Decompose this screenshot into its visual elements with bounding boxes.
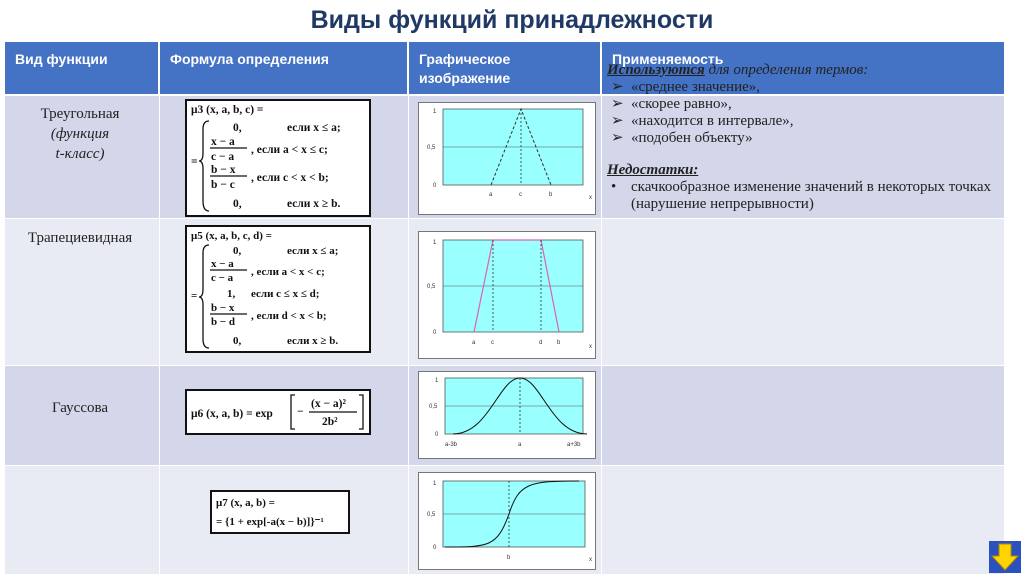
y-tick-label: 0: [433, 183, 437, 189]
list-item: [607, 113, 992, 130]
formula-lhs: μ6 (x, a, b) = exp: [191, 408, 273, 420]
fraction-numerator: x − a: [211, 258, 234, 270]
name-line: Треугольная: [40, 106, 120, 122]
x-tick-label: b: [557, 340, 561, 346]
page-title: Виды функций принадлежности: [310, 6, 714, 34]
list-item: [607, 179, 992, 213]
x-tick-label: b: [549, 192, 553, 198]
y-tick-label: 1: [435, 378, 439, 384]
formula-trapezoid: [185, 225, 371, 353]
arrow-bullet-icon: ➢: [611, 130, 624, 146]
list-item: [607, 96, 992, 113]
y-tick-label: 0: [435, 432, 439, 438]
y-tick-label: 1: [433, 481, 437, 487]
y-tick-label: 1: [433, 109, 437, 115]
formula-lhs: μ3 (x, a, b, c) =: [191, 104, 264, 116]
fraction-denominator: b − d: [211, 316, 236, 328]
case-condition: если x ≥ b.: [287, 335, 339, 347]
graph-sigmoid: [418, 472, 596, 570]
x-tick-label: a-3b: [445, 442, 458, 448]
case-condition: если c ≤ x ≤ d;: [251, 288, 320, 300]
header-formula: Формула определения: [160, 42, 408, 94]
y-tick-label: 0: [433, 330, 437, 336]
arrow-bullet-icon: ➢: [611, 79, 624, 95]
case-condition: , если a < x ≤ c;: [251, 144, 328, 156]
down-arrow-icon[interactable]: [989, 541, 1021, 573]
name-line: Гауссова: [51, 400, 109, 416]
y-tick-label: 1: [433, 240, 437, 246]
x-tick-label: d: [539, 340, 543, 346]
formula-sigmoid: [210, 490, 350, 534]
header-graph: Графическое изображение: [409, 42, 601, 94]
x-tick-label: a+3b: [567, 442, 581, 448]
graph-trapezoid: [418, 231, 596, 359]
case-condition: если x ≤ a;: [287, 122, 341, 134]
x-tick-label: b: [507, 555, 511, 561]
list-item: [607, 79, 992, 96]
cons-list: [607, 179, 992, 213]
bullet-dot-icon: •: [611, 179, 617, 195]
x-tick-label: c: [491, 340, 494, 346]
case-value: 0,: [233, 122, 242, 134]
case-condition: , если a < x < c;: [251, 266, 325, 278]
column-divider: [159, 96, 160, 574]
fraction-denominator: b − c: [211, 179, 235, 191]
fraction-numerator: (x − a)²: [311, 398, 346, 410]
y-tick-label: 0: [433, 545, 437, 551]
x-axis-label: x: [589, 344, 592, 350]
brace-shape: [199, 245, 209, 348]
arrow-bullet-icon: ➢: [611, 113, 624, 129]
x-tick-label: c: [519, 192, 522, 198]
fraction-numerator: b − x: [211, 164, 236, 176]
equals-sign: =: [191, 156, 198, 168]
case-condition: если x ≥ b.: [287, 198, 341, 210]
list-item-text: скачкообразное изменение значений в некоторых точках (нарушение непрерывности): [631, 179, 992, 212]
y-tick-label: 0,5: [427, 284, 436, 290]
case-value: 0,: [233, 335, 242, 347]
spacer: [607, 147, 992, 162]
fraction-denominator: c − a: [211, 272, 234, 284]
function-name-trapezoid: [5, 228, 155, 248]
fraction-denominator: c − a: [211, 151, 235, 163]
formula-lhs: μ5 (x, a, b, c, d) =: [191, 230, 272, 242]
column-divider: [408, 96, 409, 574]
x-axis-label: x: [589, 195, 592, 201]
uses-heading: [607, 62, 992, 79]
cons-heading-bold: Недостатки:: [607, 162, 699, 178]
uses-heading-bold: Используются: [607, 62, 705, 78]
x-tick-label: a: [489, 192, 493, 198]
header-applicability: Применяемость: [602, 42, 1004, 94]
formula-triangle: [185, 99, 371, 217]
fraction-numerator: x − a: [211, 136, 235, 148]
arrow-bullet-icon: ➢: [611, 96, 624, 112]
uses-list: [607, 79, 992, 147]
equals-sign: =: [191, 290, 198, 302]
list-item-text: «скорее равно»,: [631, 96, 732, 112]
case-value: 1,: [227, 288, 236, 300]
fraction-numerator: b − x: [211, 302, 235, 314]
case-condition: , если d < x < b;: [251, 310, 327, 322]
bracket-left: [291, 395, 295, 429]
formula-line: = {1 + exp[-a(x − b)]}⁻¹: [216, 516, 324, 528]
list-item-text: «среднее значение»,: [631, 79, 761, 95]
list-item-text: «подобен объекту»: [631, 130, 753, 146]
x-axis-label: x: [589, 557, 592, 563]
x-tick-label: a: [472, 340, 476, 346]
fraction-denominator: 2b²: [322, 416, 338, 428]
column-divider: [601, 96, 602, 574]
name-line: Трапециевидная: [27, 230, 133, 246]
case-value: 0,: [233, 198, 242, 210]
list-item: [607, 130, 992, 147]
graph-gauss: [418, 371, 596, 459]
y-tick-label: 0,5: [427, 145, 436, 151]
y-tick-label: 0,5: [427, 512, 436, 518]
header-function-type: Вид функции: [5, 42, 159, 94]
list-item-text: «находится в интервале»,: [631, 113, 794, 129]
case-value: 0,: [233, 245, 242, 257]
case-condition: , если c < x < b;: [251, 172, 329, 184]
function-name-gauss: [5, 398, 155, 418]
function-name-triangle: [5, 104, 155, 164]
minus-sign: −: [297, 406, 304, 418]
formula-gauss: [185, 389, 371, 435]
brace-shape: [199, 121, 209, 211]
case-condition: если x ≤ a;: [287, 245, 339, 257]
uses-heading-rest: для определения термов:: [704, 62, 869, 78]
formula-line: μ7 (x, a, b) =: [216, 497, 275, 509]
cons-heading: [607, 162, 992, 179]
applicability-text: [607, 62, 992, 213]
name-line: (функция: [50, 126, 110, 142]
name-line: t-класс): [55, 146, 105, 162]
bracket-right: [359, 395, 363, 429]
y-tick-label: 0,5: [429, 404, 438, 410]
graph-triangle: [418, 102, 596, 215]
x-tick-label: a: [518, 442, 522, 448]
